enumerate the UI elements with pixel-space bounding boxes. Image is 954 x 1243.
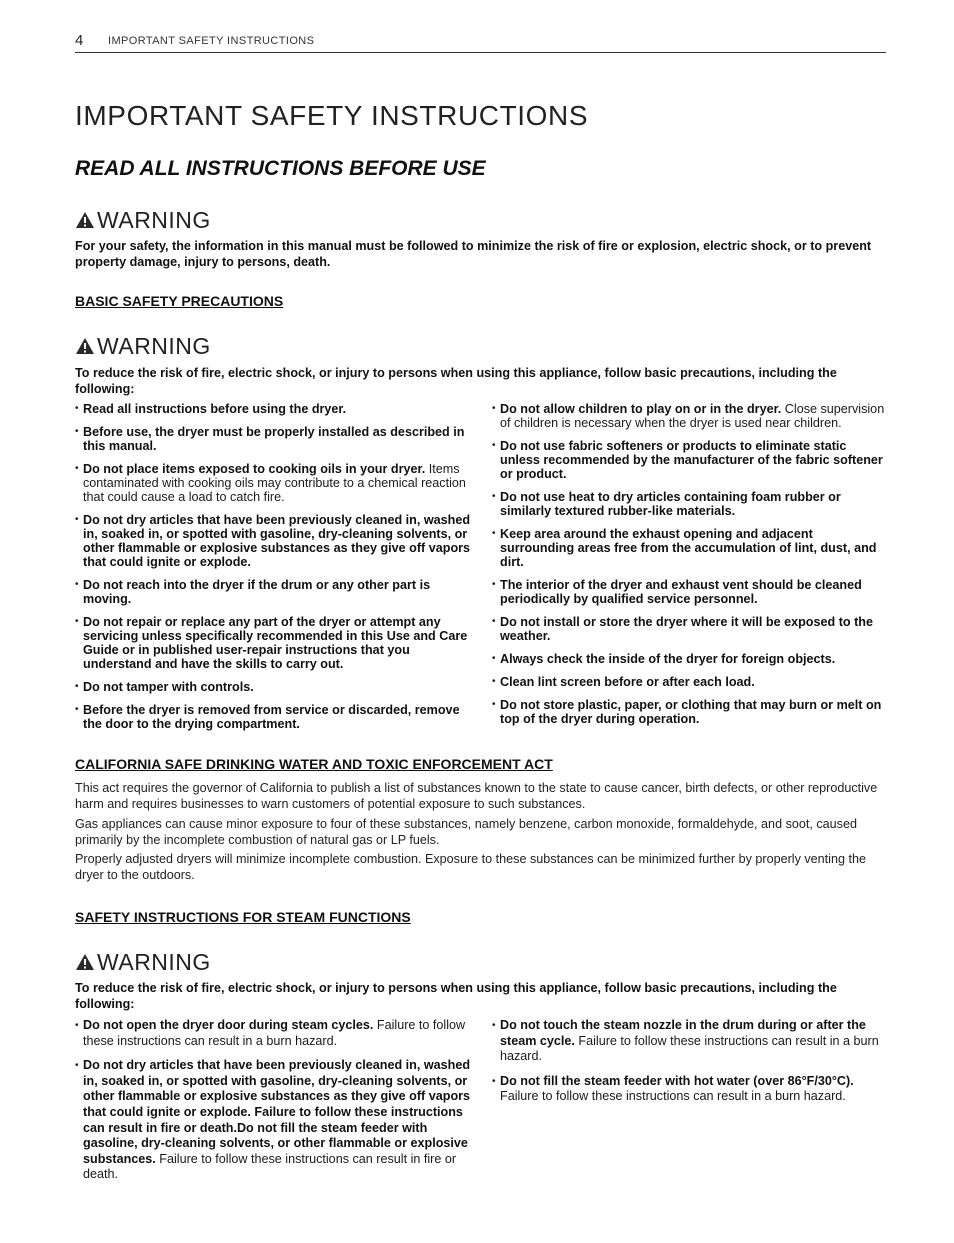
california-act-heading: CALIFORNIA SAFE DRINKING WATER AND TOXIC ENFORCEMENT ACT	[75, 756, 553, 772]
warning-triangle-icon	[75, 211, 95, 229]
page-title: IMPORTANT SAFETY INSTRUCTIONS	[75, 100, 589, 131]
warning-triangle-icon	[75, 337, 95, 355]
list-item: • Do not use heat to dry articles containing foam rubber or similarly textured rubber-like materials.	[492, 490, 885, 518]
basic-safety-heading: BASIC SAFETY PRECAUTIONS	[75, 293, 284, 309]
warning-word: WARNING	[97, 333, 211, 359]
list-item: • Read all instructions before using the dryer.	[75, 402, 475, 416]
running-title: IMPORTANT SAFETY INSTRUCTIONS	[108, 35, 315, 47]
list-item: • Do not install or store the dryer where it will be exposed to the weather.	[492, 615, 885, 643]
list-item: • Keep area around the exhaust opening and adjacent surrounding areas free from the accumulation of lint, dust, and dirt.	[492, 527, 885, 569]
list-item: • Do not store plastic, paper, or clothing that may burn or melt on top of the dryer during operation.	[492, 698, 885, 726]
list-item: • Do not open the dryer door during steam cycles. Failure to follow these instructions can result in a burn hazard.	[75, 1018, 475, 1049]
list-item: • Do not dry articles that have been previously cleaned in, washed in, soaked in, or spotted with gasoline, dry-cleaning solvents, or other flammable or explosive substances as they give off vapors that could ignite or explode. Failure to follow these instructions can result in fire or death.Do not fill the steam feeder with gasoline, dry-cleaning solvents, or other flammable or explosive substances. Failure to follow these instructions can result in fire or death.	[75, 1058, 475, 1183]
california-paragraph-1: This act requires the governor of California to publish a list of substances known to the state to cause cancer, birth defects, or other reproductive harm and requires businesses to warn customers of potential exposure to such substances.	[75, 781, 878, 811]
page-number: 4	[75, 32, 84, 49]
california-paragraph-2: Gas appliances can cause minor exposure to four of these substances, namely benzene, carbon monoxide, formaldehyde, and soot, caused primarily by the incomplete combustion of natural gas or LP fuels.	[75, 817, 857, 847]
list-item: • Do not allow children to play on or in the dryer. Close supervision of children is necessary when the dryer is used near children.	[492, 402, 885, 430]
list-item: • Before the dryer is removed from service or discarded, remove the door to the drying compartment.	[75, 703, 475, 731]
warning-label-2	[75, 333, 211, 359]
steam-precautions-left	[75, 1018, 475, 1192]
list-item: • Do not use fabric softeners or products to eliminate static unless recommended by the manufacturer of the fabric softener or product.	[492, 439, 885, 481]
basic-intro-text: To reduce the risk of fire, electric shock, or injury to persons when using this appliance, follow basic precautions, including the following:	[75, 366, 837, 396]
steam-precautions-right	[492, 1018, 885, 1114]
list-item: • Do not place items exposed to cooking oils in your dryer. Items contaminated with cooking oils may contribute to a chemical reaction that could cause a load to catch fire.	[75, 462, 475, 504]
steam-safety-heading: SAFETY INSTRUCTIONS FOR STEAM FUNCTIONS	[75, 909, 411, 925]
basic-precautions-left	[75, 402, 475, 740]
basic-precautions-right	[492, 402, 885, 735]
list-item: • Do not repair or replace any part of the dryer or attempt any servicing unless specifically recommended in this Use and Care Guide or in published user-repair instructions that you understand and have the skills to carry out.	[75, 615, 475, 671]
warning-label-1	[75, 207, 211, 233]
list-item: • Do not dry articles that have been previously cleaned in, washed in, soaked in, or spotted with gasoline, dry-cleaning solvents, or other flammable or explosive substances as they give off vapors that could ignite or explode.	[75, 513, 475, 569]
list-item: • Do not fill the steam feeder with hot water (over 86°F/30°C). Failure to follow these instructions can result in a burn hazard.	[492, 1074, 885, 1105]
list-item: • Do not touch the steam nozzle in the drum during or after the steam cycle. Failure to follow these instructions can result in a burn hazard.	[492, 1018, 885, 1065]
warning-word: WARNING	[97, 207, 211, 233]
list-item: • Do not tamper with controls.	[75, 680, 475, 694]
steam-intro-text: To reduce the risk of fire, electric shock, or injury to persons when using this appliance, follow basic precautions, including the following:	[75, 981, 837, 1011]
warning-1-text: For your safety, the information in this manual must be followed to minimize the risk of fire or explosion, electric shock, or to prevent property damage, injury to persons, death.	[75, 239, 872, 269]
warning-word: WARNING	[97, 949, 211, 975]
california-paragraph-3: Properly adjusted dryers will minimize incomplete combustion. Exposure to these substances can be minimized further by properly venting the dryer to the outdoors.	[75, 852, 866, 882]
list-item: • Always check the inside of the dryer for foreign objects.	[492, 652, 885, 666]
list-item: • The interior of the dryer and exhaust vent should be cleaned periodically by qualified service personnel.	[492, 578, 885, 606]
page-subtitle: READ ALL INSTRUCTIONS BEFORE USE	[75, 157, 486, 180]
list-item: • Clean lint screen before or after each load.	[492, 675, 885, 689]
list-item: • Before use, the dryer must be properly installed as described in this manual.	[75, 425, 475, 453]
list-item: • Do not reach into the dryer if the drum or any other part is moving.	[75, 578, 475, 606]
warning-triangle-icon	[75, 953, 95, 971]
warning-label-3	[75, 949, 211, 975]
running-header	[75, 32, 886, 53]
